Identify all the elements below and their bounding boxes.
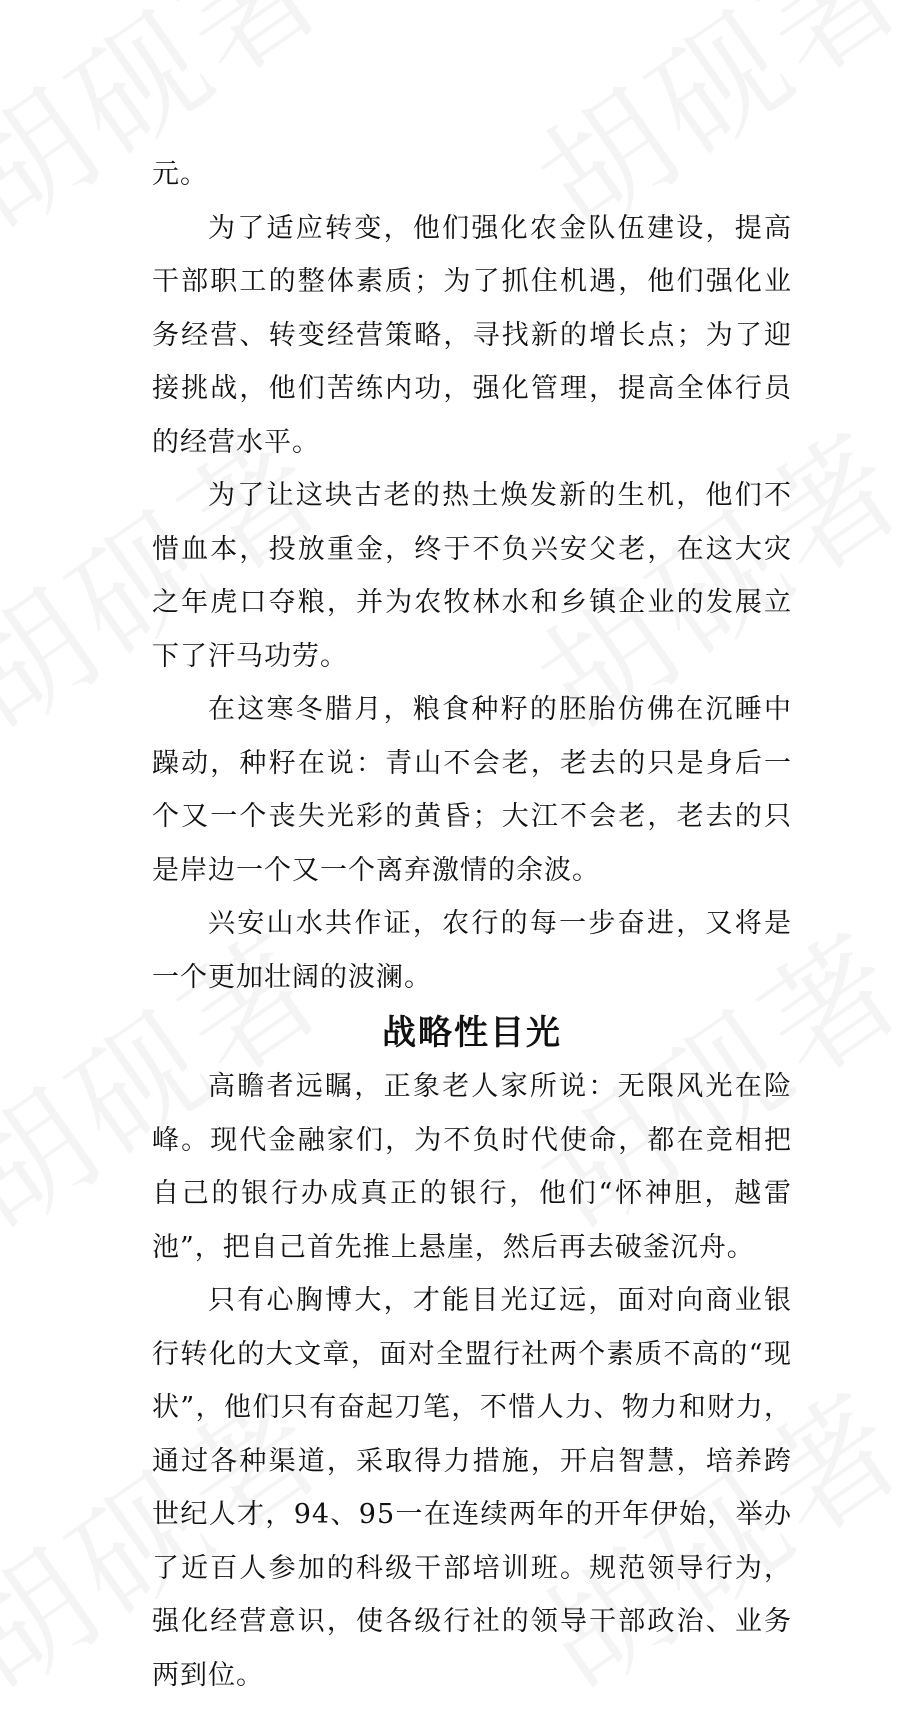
paragraph-continuation: 元。 <box>152 159 208 190</box>
section-heading: 战略性目光 <box>382 1013 562 1053</box>
paragraph: 只有心胸博大，才能目光辽远，面对向商业银行转化的大文章，面对全盟行社两个素质不高的“现状”，他们只有奋起刀笔，不惜人力、物力和财力，通过各种渠道，采取得力措施，开启智慧，培养跨世纪人才，94、95一在连续两年的开年伊始，举办了近百人参加的科级干部培训班。规范领导行为，强化经营意识，使各级行社的领导干部政治、业务两到位。 <box>152 1285 792 1691</box>
paragraph: 为了让这块古老的热土焕发新的生机，他们不惜血本，投放重金，终于不负兴安父老，在这大灾之年虎口夺粮，并为农牧林水和乡镇企业的发展立下了汗马功劳。 <box>152 480 792 672</box>
paragraph: 兴安山水共作证，农行的每一步奋进，又将是一个更加壮阔的波澜。 <box>152 908 792 993</box>
document-body <box>152 148 792 1702</box>
paragraph: 在这寒冬腊月，粮食种籽的胚胎仿佛在沉睡中躁动，种籽在说：青山不会老，老去的只是身后一个又一个丧失光彩的黄昏；大江不会老，老去的只是岸边一个又一个离弃激情的余波。 <box>152 694 792 886</box>
paragraph: 高瞻者远瞩，正象老人家所说：无限风光在险峰。现代金融家们，为不负时代使命，都在竞相把自己的银行办成真正的银行，他们“怀神胆，越雷池”，把自己首先推上悬崖，然后再去破釜沉舟。 <box>152 1071 792 1263</box>
paragraph: 为了适应转变，他们强化农金队伍建设，提高干部职工的整体素质；为了抓住机遇，他们强化业务经营、转变经营策略，寻找新的增长点；为了迎接挑战，他们苦练内功，强化管理，提高全体行员的经营水平。 <box>152 212 792 458</box>
